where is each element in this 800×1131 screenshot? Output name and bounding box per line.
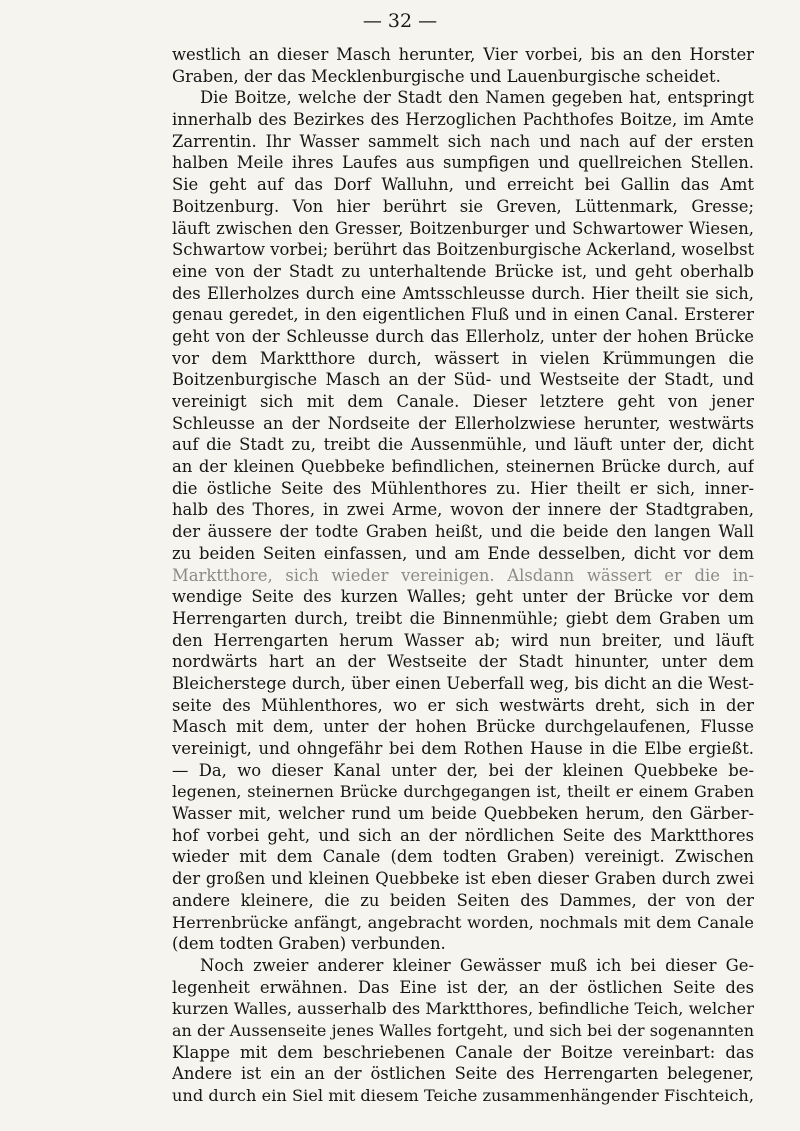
text-line: Graben, der das Mecklenburgische und Lauenburgische scheidet. [172,66,721,86]
text-line: Schwartow vorbei; berührt das Boitzenburgische Ackerland, woselbst [172,240,754,260]
text-line: den Herrengarten herum Wasser ab; wird nun breiter, und läuft [172,630,754,650]
text-line: Wasser mit, welcher rund um beide Quebbeken herum, den Gärber- [172,804,754,824]
text-line: die östliche Seite des Mühlenthores zu. Hier theilt er sich, inner- [172,478,754,498]
text-line: vor dem Marktthore durch, wässert in vielen Krümmungen die [172,348,754,368]
text-line: Masch mit dem, unter der hohen Brücke durchgelaufenen, Flusse [172,717,754,737]
text-line: legenen, steinernen Brücke durchgegangen ist, theilt er einem Graben [172,782,754,802]
text-line: Schleusse an der Nordseite der Ellerholzwiese herunter, westwärts [172,413,754,433]
text-line: halben Meile ihres Laufes aus sumpfigen und quellreichen Stellen. [172,153,754,173]
text-line: innerhalb des Bezirkes des Herzoglichen Pachthofes Boitze, im Amte [172,110,754,130]
text-line: läuft zwischen den Gresser, Boitzenburger und Schwartower Wiesen, [172,218,754,238]
text-line: — Da, wo dieser Kanal unter der, bei der kleinen Quebbeke be- [172,760,754,780]
text-line: wendige Seite des kurzen Walles; geht unter der Brücke vor dem [172,587,754,607]
text-line: westlich an dieser Masch herunter, Vier vorbei, bis an den Horster [172,45,754,64]
text-line: geht von der Schleusse durch das Ellerholz, unter der hohen Brücke [172,326,754,346]
text-line: zu beiden Seiten einfassen, und am Ende desselben, dicht vor dem [172,543,754,563]
text-line: Zarrentin. Ihr Wasser sammelt sich nach und nach auf der ersten [172,131,754,151]
text-line: auf die Stadt zu, treibt die Aussenmühle, und läuft unter der, dicht [172,435,754,455]
text-line: vereinigt sich mit dem Canale. Dieser letztere geht von jener [172,392,754,411]
text-line: an der Aussenseite jenes Walles fortgeht, und sich bei der sogenannten [172,1020,754,1040]
text-line: Herrengarten durch, treibt die Binnenmühle; giebt dem Graben um [172,608,754,628]
text-line: an der kleinen Quebbeke befindlichen, steinernen Brücke durch, auf [172,457,754,477]
text-line: Marktthore, sich wieder vereinigen. Alsdann wässert er die in- [172,565,754,585]
text-line: Herrenbrücke anfängt, angebracht worden, nochmals mit dem Canale [172,912,754,932]
page-number: — 32 — [362,10,438,32]
text-line: Sie geht auf das Dorf Walluhn, und erreicht bei Gallin das Amt [172,175,754,195]
text-line: Andere ist ein an der östlichen Seite des Herrengarten belegener, [172,1064,754,1084]
text-line: (dem todten Graben) verbunden. [172,934,446,954]
text-line: vereinigt, und ohngefähr bei dem Rothen Hause in die Elbe ergießt. [172,739,754,758]
text-line: kurzen Walles, ausserhalb des Marktthores, befindliche Teich, welcher [172,999,754,1019]
text-line: Boitzenburg. Von hier berührt sie Greven, Lüttenmark, Gresse; [172,196,754,216]
text-line: genau geredet, in den eigentlichen Fluß und in einen Canal. Ersterer [172,305,754,325]
text-line: Boitzenburgische Masch an der Süd- und Westseite der Stadt, und [172,370,754,390]
text-line: der äussere der todte Graben heißt, und die beide den langen Wall [172,522,754,542]
text-line: wieder mit dem Canale (dem todten Graben) vereinigt. Zwischen [172,847,754,867]
text-line: nordwärts hart an der Westseite der Stadt hinunter, unter dem [172,652,754,672]
text-line: Bleicherstege durch, über einen Ueberfall weg, bis dicht an die West- [172,673,754,693]
text-line: hof vorbei geht, und sich an der nördlichen Seite des Marktthores [172,825,754,845]
text-line: und durch ein Siel mit diesem Teiche zusammenhängender Fischteich, [172,1086,754,1105]
text-line: der großen und kleinen Quebbeke ist eben dieser Graben durch zwei [172,869,754,889]
text-line: Klappe mit dem beschriebenen Canale der Boitze vereinbart: das [172,1042,754,1062]
text-line: legenheit erwähnen. Das Eine ist der, an der östlichen Seite des [172,977,754,997]
text-line: seite des Mühlenthores, wo er sich westwärts dreht, sich in der [172,695,754,715]
body-text [172,44,754,1107]
text-line: eine von der Stadt zu unterhaltende Brücke ist, und geht oberhalb [172,261,754,281]
text-line: andere kleinere, die zu beiden Seiten des Dammes, der von der [172,890,754,910]
text-line: Die Boitze, welche der Stadt den Namen gegeben hat, entspringt [200,88,754,108]
text-line: halb des Thores, in zwei Arme, wovon der innere der Stadtgraben, [172,500,754,520]
text-line: Noch zweier anderer kleiner Gewässer muß ich bei dieser Ge- [200,955,754,975]
text-line: des Ellerholzes durch eine Amtsschleusse durch. Hier theilt sie sich, [172,283,754,303]
